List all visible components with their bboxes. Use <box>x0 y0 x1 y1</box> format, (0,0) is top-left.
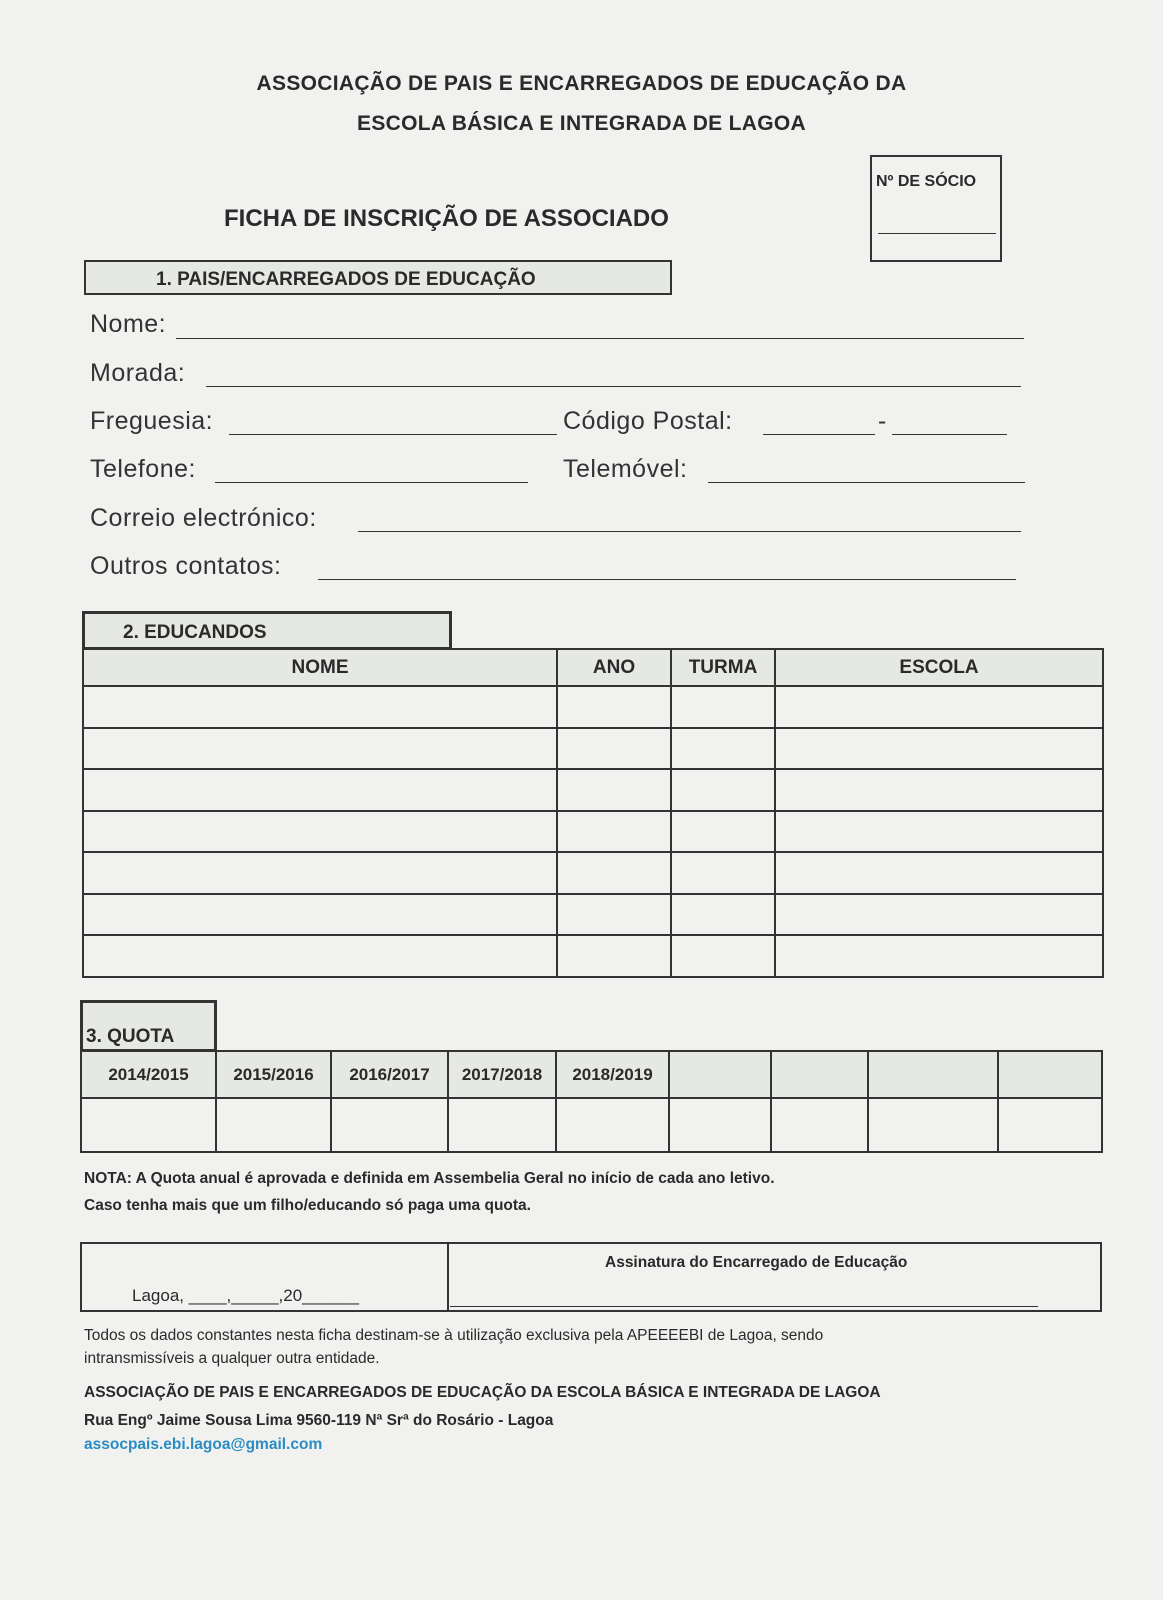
quota-cell[interactable] <box>331 1098 448 1152</box>
section2-header <box>82 611 452 650</box>
codigo-postal-field-2[interactable] <box>892 434 1007 435</box>
header-line1: ASSOCIAÇÃO DE PAIS E ENCARREGADOS DE EDUCAÇÃO DA <box>256 72 907 95</box>
turma-cell[interactable] <box>671 935 775 977</box>
section1-title: 1. PAIS/ENCARREGADOS DE EDUCAÇÃO <box>156 269 536 290</box>
col-escola: ESCOLA <box>775 649 1103 686</box>
ano-cell[interactable] <box>557 935 671 977</box>
freguesia-label: Freguesia: <box>90 407 214 435</box>
nome-cell[interactable] <box>83 811 557 853</box>
escola-cell[interactable] <box>775 769 1103 811</box>
table-row <box>83 935 1103 977</box>
ano-cell[interactable] <box>557 686 671 728</box>
telemovel-label: Telemóvel: <box>563 455 688 483</box>
turma-cell[interactable] <box>671 686 775 728</box>
outros-contatos-label: Outros contatos: <box>90 552 282 580</box>
escola-cell[interactable] <box>775 935 1103 977</box>
quota-year <box>868 1051 998 1098</box>
educandos-table <box>82 648 1104 978</box>
outros-contatos-field[interactable] <box>318 579 1016 580</box>
escola-cell[interactable] <box>775 852 1103 894</box>
form-title: FICHA DE INSCRIÇÃO DE ASSOCIADO <box>224 205 669 232</box>
quota-cell[interactable] <box>771 1098 868 1152</box>
quota-row <box>81 1098 1102 1152</box>
quota-year <box>771 1051 868 1098</box>
col-turma: TURMA <box>671 649 775 686</box>
freguesia-field[interactable] <box>229 434 557 435</box>
escola-cell[interactable] <box>775 894 1103 936</box>
nota-line2: Caso tenha mais que um filho/educando só paga uma quota. <box>84 1197 531 1214</box>
quota-cell[interactable] <box>556 1098 669 1152</box>
quota-cell[interactable] <box>448 1098 556 1152</box>
codigo-postal-label: Código Postal: <box>563 407 733 435</box>
quota-year: 2017/2018 <box>448 1051 556 1098</box>
telemovel-field[interactable] <box>708 482 1025 483</box>
table-row <box>83 811 1103 853</box>
nome-field[interactable] <box>176 338 1024 339</box>
table-row <box>83 894 1103 936</box>
turma-cell[interactable] <box>671 728 775 770</box>
quota-cell[interactable] <box>216 1098 331 1152</box>
signature-label: Assinatura do Encarregado de Educação <box>605 1254 908 1271</box>
section3-title: 3. QUOTA <box>86 1026 175 1047</box>
table-row <box>83 769 1103 811</box>
nome-cell[interactable] <box>83 769 557 811</box>
socio-number-box <box>870 155 1002 262</box>
quota-year <box>998 1051 1102 1098</box>
quota-year: 2014/2015 <box>81 1051 216 1098</box>
morada-field[interactable] <box>206 386 1021 387</box>
codigo-postal-field-1[interactable] <box>763 434 875 435</box>
signature-divider <box>447 1242 449 1312</box>
nome-cell[interactable] <box>83 935 557 977</box>
nome-cell[interactable] <box>83 852 557 894</box>
turma-cell[interactable] <box>671 894 775 936</box>
quota-year <box>669 1051 771 1098</box>
table-row <box>83 852 1103 894</box>
ano-cell[interactable] <box>557 894 671 936</box>
footer-address: Rua Engº Jaime Sousa Lima 9560-119 Nª Srª do Rosário - Lagoa <box>84 1412 554 1429</box>
signature-line[interactable] <box>450 1306 1038 1307</box>
escola-cell[interactable] <box>775 686 1103 728</box>
nome-cell[interactable] <box>83 894 557 936</box>
quota-year: 2016/2017 <box>331 1051 448 1098</box>
footer-org: ASSOCIAÇÃO DE PAIS E ENCARREGADOS DE EDUCAÇÃO DA ESCOLA BÁSICA E INTEGRADA DE LAGOA <box>84 1384 881 1401</box>
quota-cell[interactable] <box>998 1098 1102 1152</box>
nome-cell[interactable] <box>83 728 557 770</box>
ano-cell[interactable] <box>557 852 671 894</box>
signature-box <box>80 1242 1102 1312</box>
ano-cell[interactable] <box>557 769 671 811</box>
section2-title: 2. EDUCANDOS <box>123 622 267 643</box>
col-nome: NOME <box>83 649 557 686</box>
nome-label: Nome: <box>90 310 167 338</box>
telefone-label: Telefone: <box>90 455 196 483</box>
codigo-postal-separator: - <box>878 407 887 435</box>
footer-email-link[interactable]: assocpais.ebi.lagoa@gmail.com <box>84 1436 323 1453</box>
quota-cell[interactable] <box>81 1098 216 1152</box>
turma-cell[interactable] <box>671 811 775 853</box>
col-ano: ANO <box>557 649 671 686</box>
email-field[interactable] <box>358 531 1021 532</box>
socio-number-line[interactable] <box>878 233 996 234</box>
email-label: Correio electrónico: <box>90 504 317 532</box>
privacy-line2: intransmissíveis a qualquer outra entidade. <box>84 1350 380 1367</box>
quota-cell[interactable] <box>669 1098 771 1152</box>
nota-line1: NOTA: A Quota anual é aprovada e definida em Assembelia Geral no início de cada ano letivo. <box>84 1170 775 1187</box>
socio-label: Nº DE SÓCIO <box>876 173 977 190</box>
ano-cell[interactable] <box>557 728 671 770</box>
turma-cell[interactable] <box>671 769 775 811</box>
quota-year: 2015/2016 <box>216 1051 331 1098</box>
table-row <box>83 728 1103 770</box>
escola-cell[interactable] <box>775 728 1103 770</box>
place-date[interactable]: Lagoa, ____,_____,20______ <box>132 1286 359 1305</box>
escola-cell[interactable] <box>775 811 1103 853</box>
quota-cell[interactable] <box>868 1098 998 1152</box>
quota-year: 2018/2019 <box>556 1051 669 1098</box>
section1-header <box>84 260 672 295</box>
privacy-line1: Todos os dados constantes nesta ficha destinam-se à utilização exclusiva pela APEEEEBI de Lagoa, sendo <box>84 1327 824 1344</box>
nome-cell[interactable] <box>83 686 557 728</box>
telefone-field[interactable] <box>215 482 528 483</box>
morada-label: Morada: <box>90 359 186 387</box>
header-line2: ESCOLA BÁSICA E INTEGRADA DE LAGOA <box>357 112 806 135</box>
table-row <box>83 686 1103 728</box>
ano-cell[interactable] <box>557 811 671 853</box>
turma-cell[interactable] <box>671 852 775 894</box>
quota-table <box>80 1050 1103 1153</box>
section3-header <box>80 1000 217 1052</box>
